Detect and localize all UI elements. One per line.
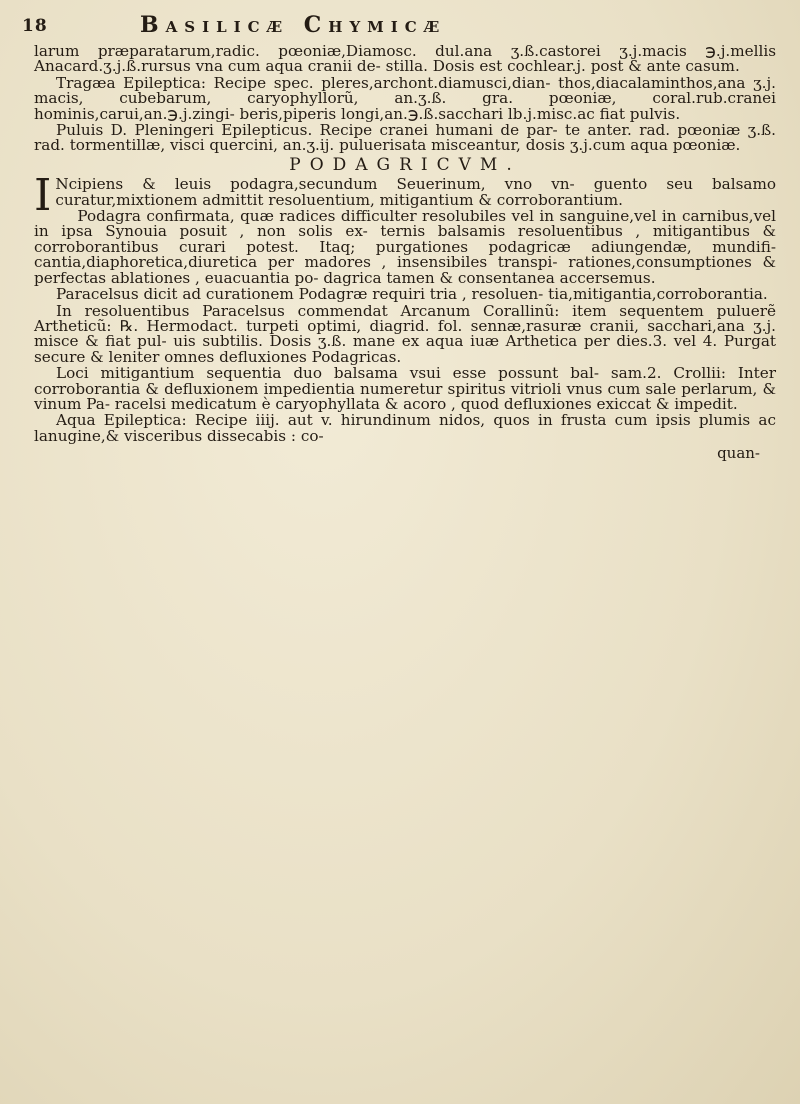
- paragraph: [34, 123, 776, 154]
- text-line: larum præparatarum,radic. pœoniæ,Diamosc. dul.ana ʒ.ß.castorei: [34, 42, 601, 60]
- paragraph: [34, 301, 777, 366]
- text-line: diagrid. fol. sennæ,rasuræ cranii, sacchari,ana ʒ.j. misce & fiat pul-: [34, 316, 777, 351]
- text-line: Podagra confirmata, quæ radices difficulter resolubiles vel in: [77, 207, 555, 226]
- text-line: puluerisata misceantur, dosis ʒ.j.cum aqua pœoniæ.: [339, 136, 741, 155]
- drop-capital: I: [34, 170, 52, 222]
- paragraph: [34, 209, 776, 286]
- paragraph: [34, 366, 776, 412]
- text-line: sam.2. Crollii: Inter corroborantia & defluxionem impedientia: [34, 364, 776, 398]
- text-line: stilla. Dosis est cochlear.j. post & ante casum.: [385, 57, 740, 76]
- catchword-row: [34, 446, 776, 462]
- text-line: numeretur spiritus vitrioli vnus cum sale perlarum, & vinum Pa-: [34, 379, 776, 413]
- paragraph: [34, 73, 777, 123]
- text-line: rationes,consumptiones & perfectas ablationes , euacuantia po-: [34, 253, 776, 287]
- paragraph: [34, 413, 776, 444]
- text-line: ʒ.j.macis ℈.j.mellis Anacard.ʒ.j.ß.rursus vna cum aqua cranii de-: [34, 42, 776, 76]
- page-header: [22, 12, 780, 40]
- text-line: Tragæa Epileptica: Recipe spec. pleres,archont.diamusci,dian-: [56, 73, 551, 92]
- text-line: te anter. rad. pœoniæ ʒ.ß. rad. tormentillæ, visci quercini, an.ʒ.ij.: [34, 121, 776, 155]
- text-line: an.ʒ.ß. gra. pœoniæ, coral.rub.cranei hominis,carui,an.℈.j.zingi-: [34, 89, 777, 123]
- text-line: Puluis D. Pleningeri Epilepticus. Recipe cranei humani de par-: [56, 121, 558, 140]
- text-line: In resoluentibus Paracelsus commendat Arcanum Corallinũ:: [56, 301, 560, 320]
- paragraph: [34, 44, 776, 75]
- text-line: in frusta cum ipsis plumis ac lanugine,& visceribus dissecabis : co-: [34, 411, 776, 445]
- text-line: 4. Purgat secure & leniter omnes defluxiones Podagricas.: [34, 332, 776, 366]
- text-line: guento seu balsamo curatur,mixtionem admittit resoluentium,: [55, 175, 776, 209]
- text-line: thos,diacalaminthos,ana ʒ.j. macis, cubebarum, caryophyllorũ,: [34, 73, 777, 108]
- text-line: tia,mitigantia,corroborantia.: [548, 285, 768, 304]
- text-line: beris,piperis longi,an.℈.ß.sacchari lb.j.misc.ac fiat pulvis.: [239, 104, 681, 123]
- text-line: Aqua Epileptica: Recipe iiij. aut v. hirundinum nidos, quos: [56, 411, 530, 430]
- text-line: item sequentem puluerẽ Artheticũ: ℞. Hermodact. turpeti optimi,: [34, 301, 776, 335]
- text-line: dagrica tamen & consentanea accersemus.: [323, 268, 656, 287]
- paragraph: [34, 287, 776, 302]
- text-line: Loci mitigantium sequentia duo balsama vsui esse possunt bal-: [56, 364, 599, 383]
- page-content: [34, 44, 776, 462]
- section-heading: PODAGRICVM.: [289, 154, 521, 175]
- text-line: sanguine,vel in carnibus,vel in ipsa Synouia posuit , non solis ex-: [34, 207, 776, 241]
- text-line: uis subtilis. Dosis ʒ.ß. mane ex aqua iuæ Arthetica per dies.3. vel: [173, 332, 697, 351]
- running-title: Basilicæ Chymicæ: [140, 12, 447, 38]
- text-line: mitigantium & corroborantium.: [379, 190, 623, 209]
- text-line: Paracelsus dicit ad curationem Podagræ requiri tria , resoluen-: [56, 285, 544, 304]
- text-line: ternis balsamis resoluentibus , mitigantibus & corroborantibus: [34, 222, 777, 256]
- catchword: quan-: [717, 444, 760, 463]
- text-line: curari potest. Itaq; purgationes podagricæ adiungendæ, mundifi-: [179, 237, 776, 256]
- page-number: 18: [22, 16, 48, 36]
- text-line: racelsi medicatum è caryophyllata & acoro , quod defluxiones: [114, 394, 592, 413]
- text-line: Ncipiens & leuis podagra,secundum Seuerinum, vno vn-: [55, 175, 575, 194]
- text-line: cantia,diaphoretica,diuretica per madores , insensibiles transpi-: [34, 253, 558, 272]
- text-line: exiccat & impedit.: [596, 394, 738, 413]
